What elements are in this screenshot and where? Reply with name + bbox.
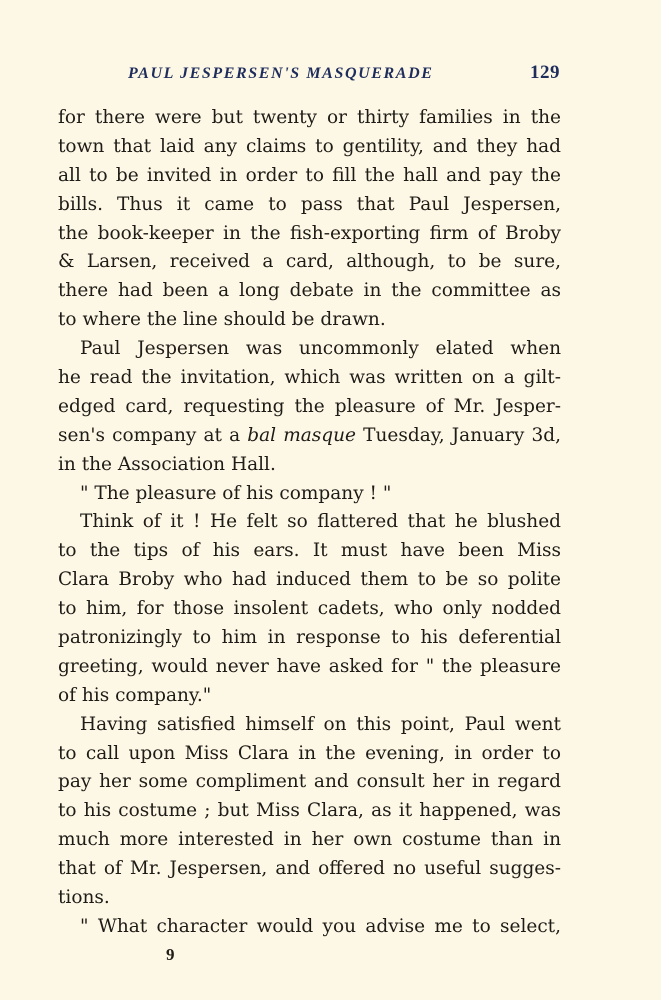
text-line: in the Association Hall. [58,453,276,475]
page-number: 129 [530,62,560,83]
text-line: Paul Jespersen was uncommonly elated when [80,338,561,360]
text-line: to call upon Miss Clara in the evening, in order to [58,742,561,764]
text-line: of his company." [58,684,212,706]
running-title: PAUL JESPERSEN'S MASQUERADE [128,65,434,82]
text-line: Clara Broby who had induced them to be so polite [58,569,561,591]
text-line [58,422,561,451]
signature-mark: 9 [166,945,175,964]
text-line: to him, for those insolent cadets, who only nodded [58,598,561,620]
text-line: that of Mr. Jespersen, and offered no useful sugges- [58,858,561,880]
text-line: the book-keeper in the fish-exporting firm of Broby [58,222,561,244]
text-line: he read the invitation, which was written on a gilt- [58,367,561,389]
text-line: to where the line should be drawn. [58,309,386,331]
text-line: & Larsen, received a card, although, to be sure, [58,251,561,273]
body-text [58,104,561,942]
text-line: for there were but twenty or thirty families in the [58,107,561,128]
text-line: town that laid any claims to gentility, and they had [58,135,561,157]
text-line: " What character would you advise me to select, [80,915,561,937]
text-line: there had been a long debate in the committee as [58,280,561,302]
text-line: tions. [58,887,110,909]
text-line: bills. Thus it came to pass that Paul Jespersen, [58,193,561,215]
text-line: " The pleasure of his company ! " [80,482,392,504]
italic-phrase: bal masque [247,424,357,446]
text-line: edged card, requesting the pleasure of Mr. Jesper- [58,395,561,417]
text-segment: sen's company at a [58,424,248,446]
text-line: Think of it ! He felt so flattered that he blushed [80,511,561,533]
text-segment: Tuesday, January 3d, [356,424,561,446]
text-line: patronizingly to him in response to his deferential [58,627,561,649]
text-line: pay her some compliment and consult her in regard [58,771,561,793]
text-line: much more interested in her own costume than in [58,829,561,851]
text-line: to the tips of his ears. It must have been Miss [58,540,561,562]
text-line: all to be invited in order to fill the hall and pay the [58,164,561,186]
text-line: to his costume ; but Miss Clara, as it happened, was [58,800,561,822]
running-head [128,62,560,88]
text-line: greeting, would never have asked for " the pleasure [58,655,561,677]
text-line: Having satisfied himself on this point, Paul went [80,713,561,735]
